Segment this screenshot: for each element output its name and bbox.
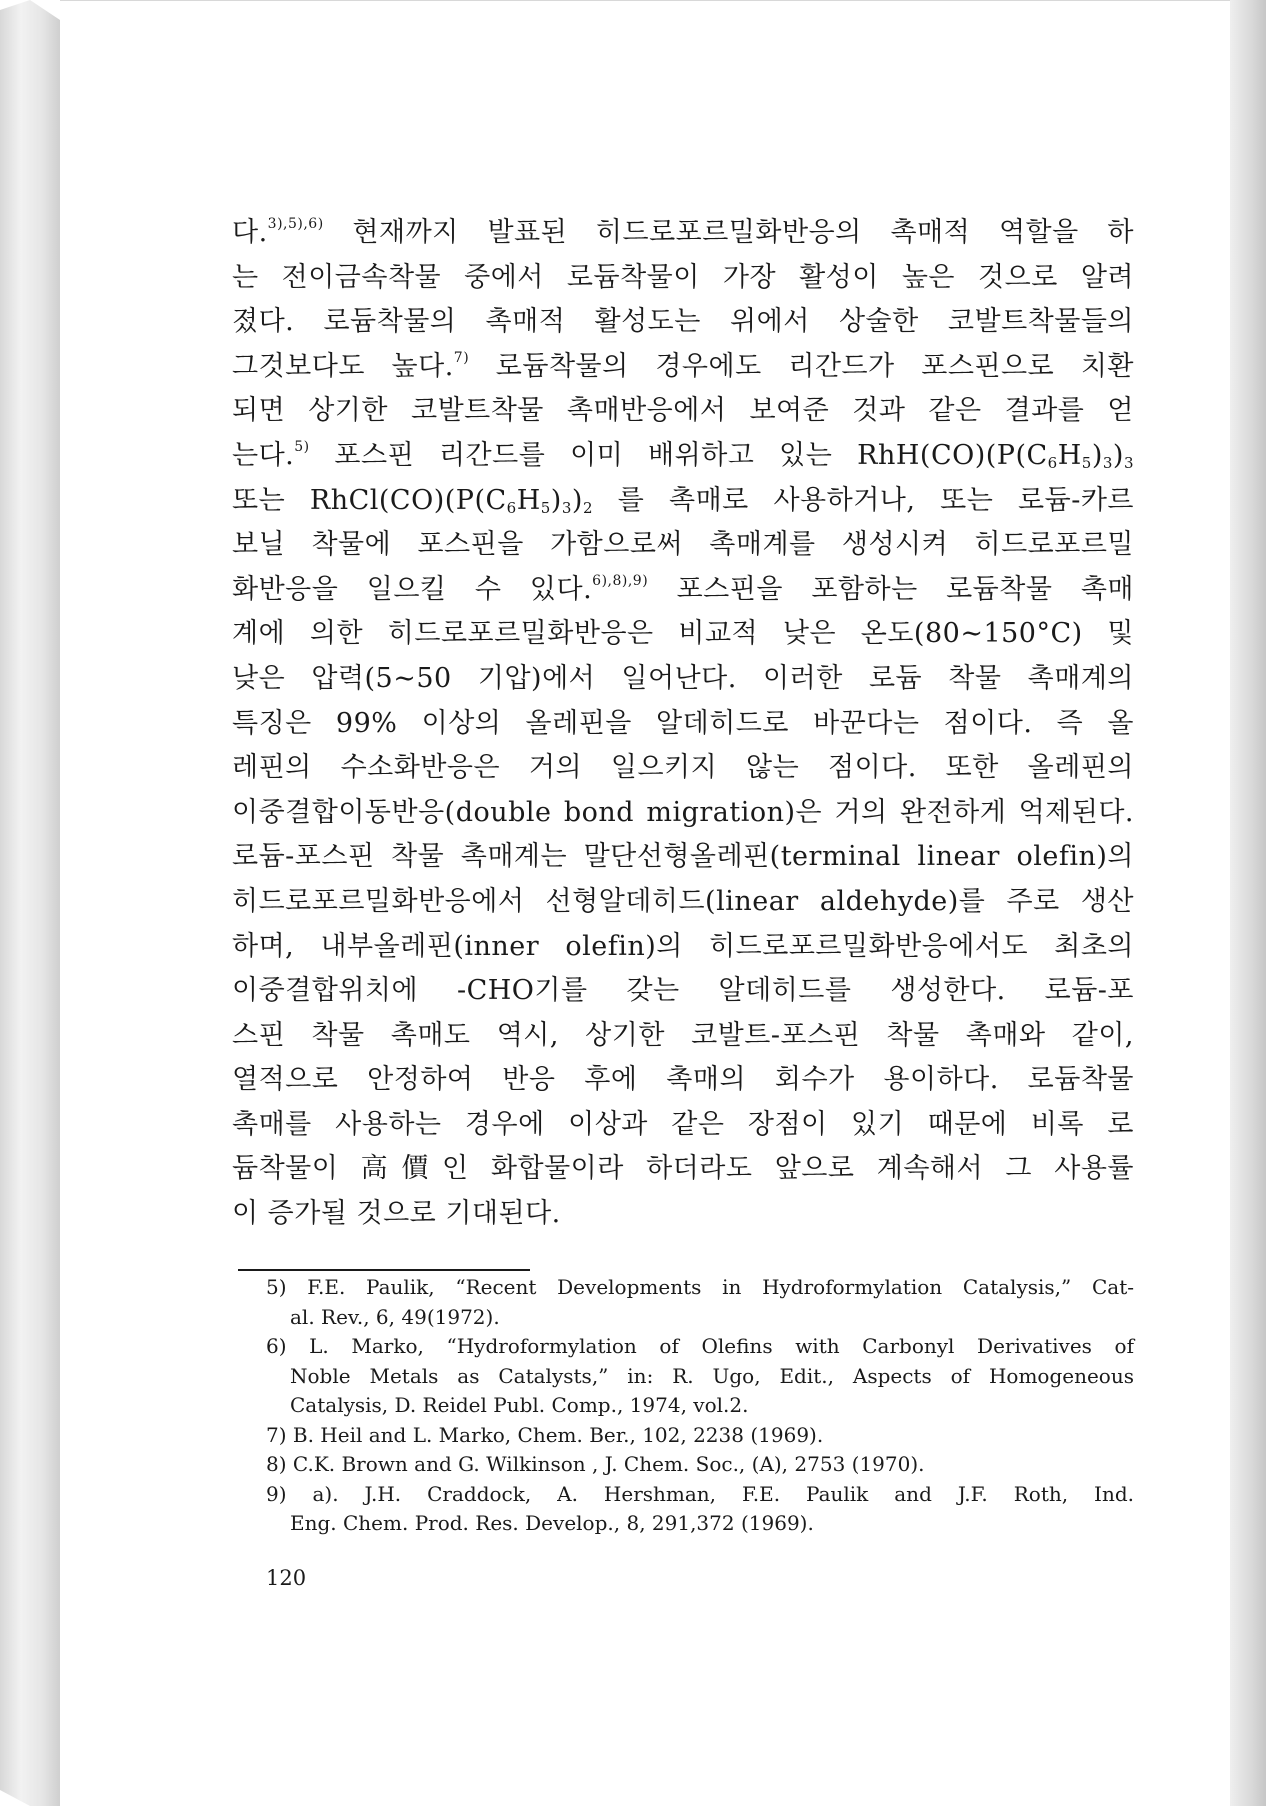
footnote-5: 5) F.E. Paulik, “Recent Developments in Hydroformylation Catalysis,” Cat- <box>266 1275 1134 1299</box>
citation-superscript: 7) <box>453 349 470 366</box>
footnote-6-cont: Catalysis, D. Reidel Publ. Comp., 1974, vol.2. <box>290 1393 749 1417</box>
text-line: 열적으로 안정하여 반응 후에 촉매의 회수가 용이하다. 로듐착물 <box>232 1064 1134 1096</box>
book-edge-left <box>0 0 60 1806</box>
text-line: 로듐-포스핀 착물 촉매계는 말단선형올레핀(terminal linear olefin)의 <box>232 841 1134 873</box>
text-line: 계에 의한 히드로포르밀화반응은 비교적 낮은 온도(80∼150°C) 및 <box>232 618 1134 650</box>
text-line: 특징은 99% 이상의 올레핀을 알데히드로 바꾼다는 점이다. 즉 올 <box>232 707 1134 739</box>
footnote-6: 6) L. Marko, “Hydroformylation of Olefins with Carbonyl Derivatives of <box>266 1334 1134 1358</box>
footnote-divider <box>238 1269 530 1271</box>
citation-superscript: 6),8),9) <box>592 572 649 589</box>
book-edge-right <box>1230 0 1266 1806</box>
text-line: 스핀 착물 촉매도 역시, 상기한 코발트-포스핀 착물 촉매와 같이, <box>232 1019 1134 1051</box>
footnote-9: 9) a). J.H. Craddock, A. Hershman, F.E. Paulik and J.F. Roth, Ind. <box>266 1481 1134 1506</box>
body-text <box>232 211 1134 1237</box>
text-line: 낮은 압력(5∼50 기압)에서 일어난다. 이러한 로듐 착물 촉매계의 <box>232 662 1134 694</box>
page-number: 120 <box>266 1566 307 1590</box>
text-line: 보닐 착물에 포스핀을 가함으로써 촉매계를 생성시켜 히드로포르밀 <box>232 529 1134 561</box>
footnote-7: 7) B. Heil and L. Marko, Chem. Ber., 102, 2238 (1969). <box>266 1422 824 1447</box>
text-line: 이중결합위치에 -CHO기를 갖는 알데히드를 생성한다. 로듐-포 <box>232 975 1134 1007</box>
text-line: 히드로포르밀화반응에서 선형알데히드(linear aldehyde)를 주로 생산 <box>232 885 1134 917</box>
citation-superscript: 3),5),6) <box>267 216 324 232</box>
text-line: 그것보다도 높다.$^{7)}$ 로듐착물의 경우에도 리간드가 포스핀으로 치환 <box>232 349 1134 382</box>
text-line: 는다.$^{5)}$ 포스핀 리간드를 이미 배위하고 있는 $RhH(CO)(P(C_6H_5)_3)_3$ <box>232 438 1134 472</box>
text-line: 레핀의 수소화반응은 거의 일으키지 않는 점이다. 또한 올레핀의 <box>232 752 1134 784</box>
text-line: 하며, 내부올레핀(inner olefin)의 히드로포르밀화반응에서도 최초의 <box>232 930 1134 962</box>
text-line: 화반응을 일으킬 수 있다.$^{6),8),9)}$ 포스핀을 포함하는 로듐착물 촉매 <box>232 572 1134 605</box>
footnote-8: 8) C.K. Brown and G. Wilkinson , J. Chem. Soc., (A), 2753 (1970). <box>266 1452 925 1476</box>
text-line: 졌다. 로듐착물의 촉매적 활성도는 위에서 상술한 코발트착물들의 <box>232 306 1134 338</box>
footnote-6-cont: Noble Metals as Catalysts,” in: R. Ugo, Edit., Aspects of Homogeneous <box>290 1363 1134 1388</box>
document-page <box>60 0 1230 1807</box>
text-line: 는 전이금속착물 중에서 로듐착물이 가장 활성이 높은 것으로 알려 <box>232 261 1134 293</box>
text-line: 또는 $RhCl(CO)(P(C_6H_5)_3)_2$ 를 촉매로 사용하거나, 또는 로듐-카르 <box>232 484 1134 517</box>
text-line: 되면 상기한 코발트착물 촉매반응에서 보여준 것과 같은 결과를 얻 <box>232 395 1134 427</box>
footnote-5-cont: al. Rev., 6, 49(1972). <box>290 1304 500 1329</box>
citation-superscript: 5) <box>294 438 310 455</box>
footnotes <box>266 1273 1134 1539</box>
text-line: 촉매를 사용하는 경우에 이상과 같은 장점이 있기 때문에 비록 로 <box>232 1108 1134 1140</box>
text-line: 다.$^{3),5),6)}$ 현재까지 발표된 히드로포르밀화반응의 촉매적 역할을 하 <box>232 216 1134 248</box>
text-line: 이중결합이동반응(double bond migration)은 거의 완전하게 억제된다. <box>232 796 1135 828</box>
text-line: 듐착물이 高價인 화합물이라 하더라도 앞으로 계속해서 그 사용률 <box>232 1153 1134 1185</box>
footnote-9-cont: Eng. Chem. Prod. Res. Develop., 8, 291,372 (1969). <box>290 1511 814 1535</box>
text-line: 이 증가될 것으로 기대된다. <box>232 1198 561 1230</box>
